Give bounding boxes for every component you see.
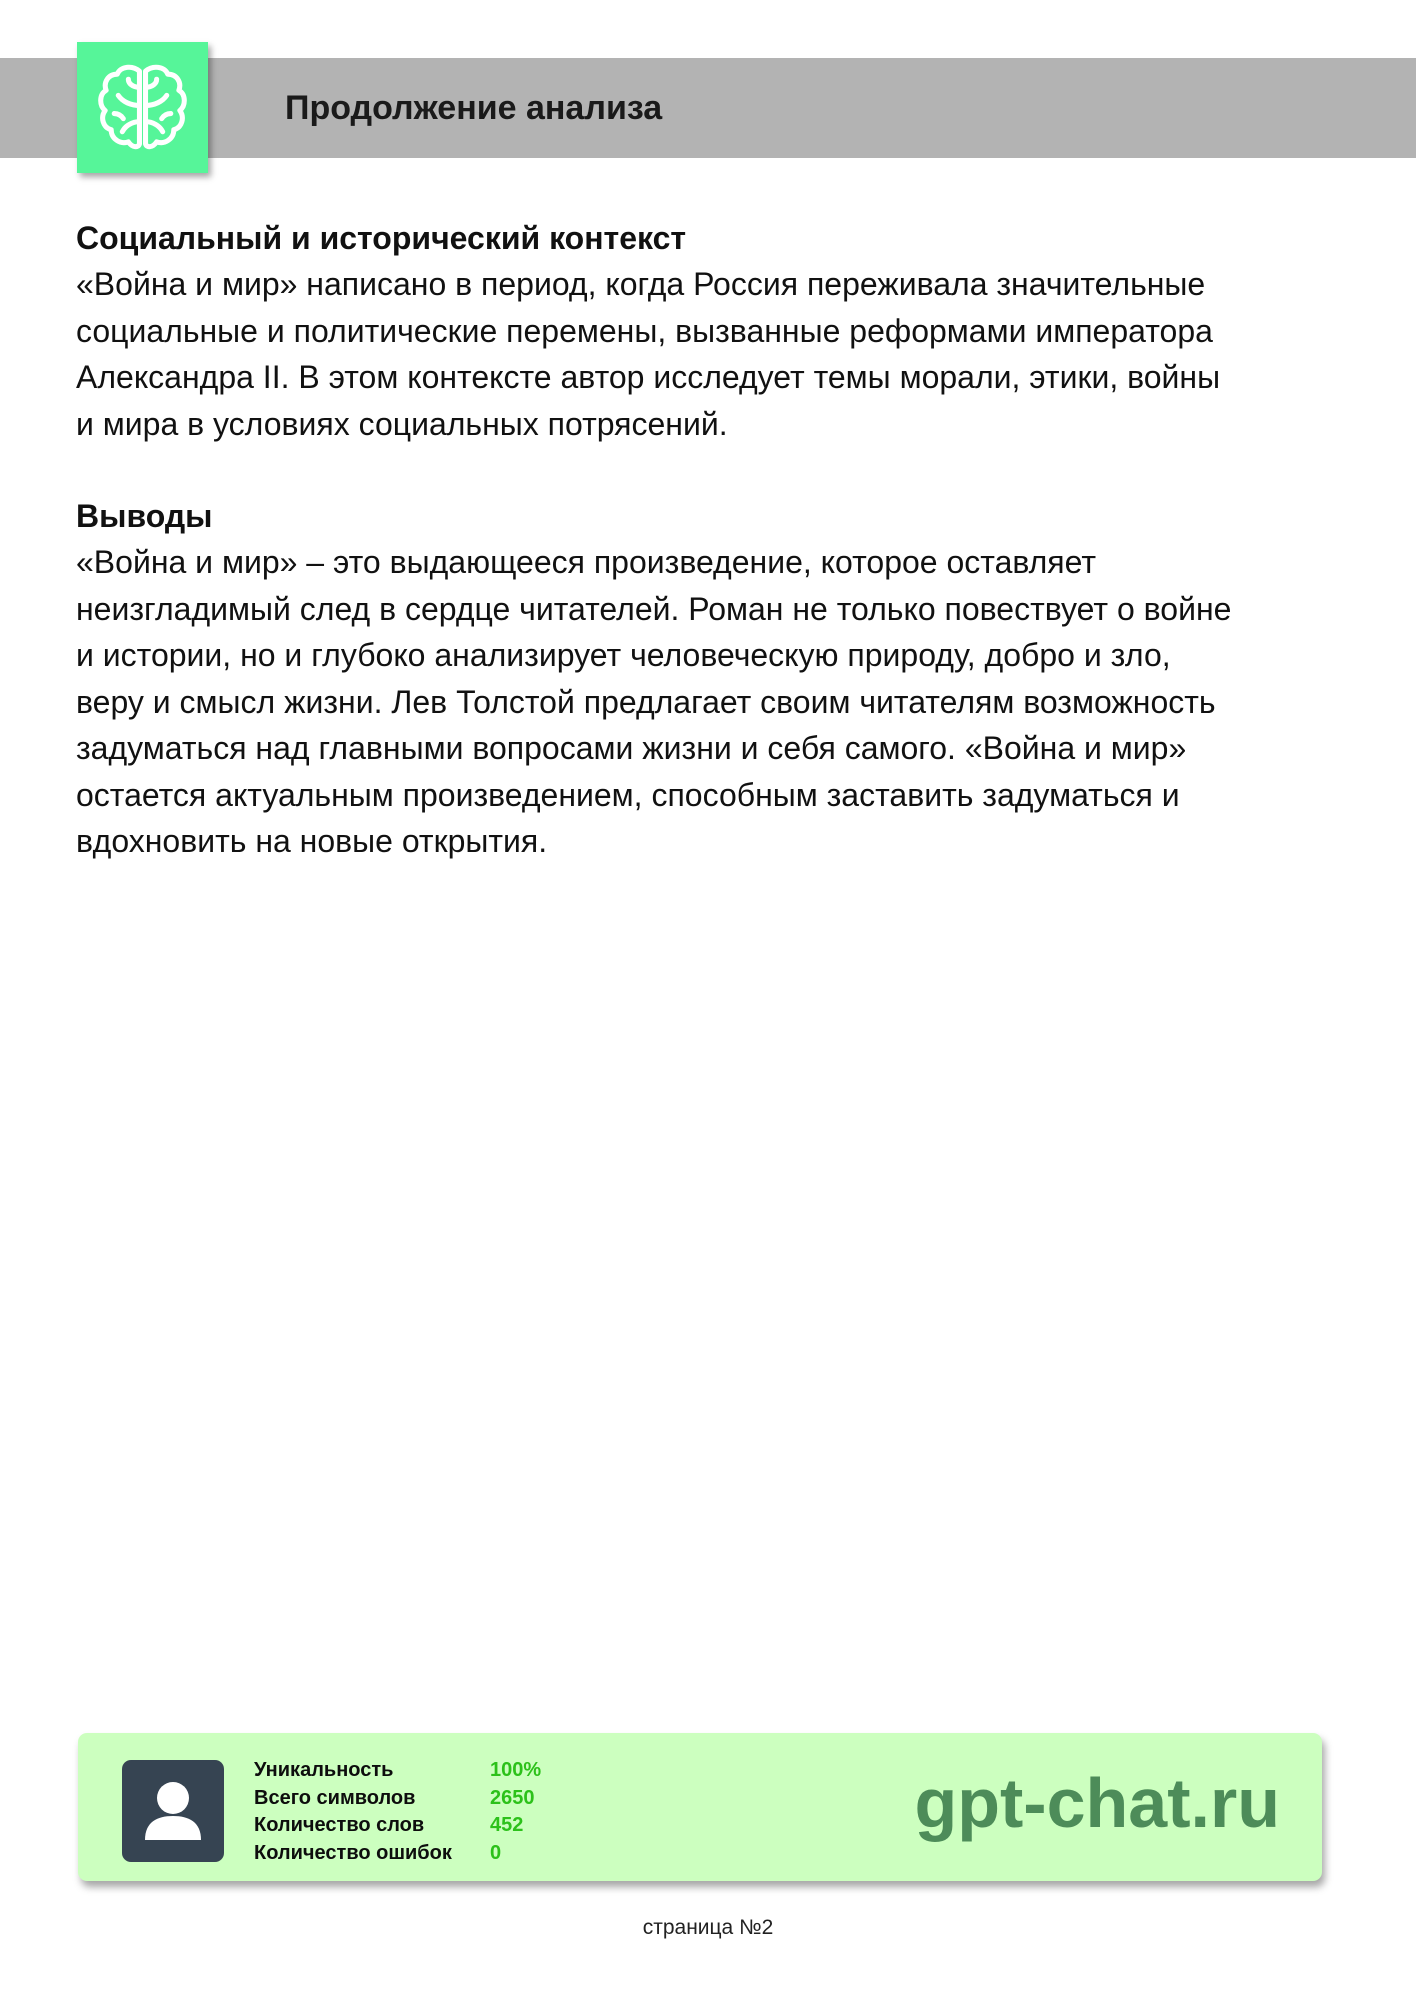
paragraph-line: задуматься над главными вопросами жизни и себя самого. «Война и мир» — [76, 730, 1187, 766]
stat-label: Количество ошибок — [254, 1841, 452, 1864]
paragraph-line: веру и смысл жизни. Лев Толстой предлагает своим читателям возможность — [76, 683, 1216, 720]
stat-value: 2650 — [490, 1786, 535, 1809]
section-spacer — [76, 447, 1356, 493]
stat-value: 0 — [490, 1841, 502, 1864]
stat-label: Количество слов — [254, 1814, 425, 1836]
stat-label: Уникальность — [254, 1759, 394, 1781]
paragraph-line: социальные и политические перемены, вызванные реформами императора — [76, 312, 1213, 349]
section-conclusions — [76, 493, 1356, 865]
section-heading: Социальный и исторический контекст — [76, 220, 687, 256]
paragraph-line: и мира в условиях социальных потрясений. — [76, 405, 728, 442]
stat-label: Всего символов — [254, 1786, 416, 1809]
stats-table — [254, 1757, 541, 1867]
brand-name: gpt-chat.ru — [914, 1764, 1280, 1842]
paragraph-line: Александра II. В этом контексте автор исследует темы морали, этики, войны — [76, 359, 1221, 395]
stat-row-uniqueness — [254, 1757, 541, 1785]
stat-value: 452 — [490, 1814, 524, 1836]
user-icon — [122, 1760, 224, 1862]
stat-row-words — [254, 1812, 541, 1840]
stat-row-errors — [254, 1840, 541, 1868]
page-title: Продолжение анализа — [285, 89, 663, 127]
section-heading: Выводы — [76, 498, 213, 534]
stat-value: 100% — [490, 1759, 542, 1781]
section-context — [76, 215, 1356, 447]
main-content — [76, 215, 1356, 865]
header-band — [0, 58, 1416, 158]
paragraph-line: остается актуальным произведением, способным заставить задуматься и — [76, 776, 1180, 813]
avatar — [122, 1760, 224, 1862]
page-number: страница №2 — [642, 1916, 774, 1939]
brain-icon — [92, 57, 193, 158]
logo — [77, 42, 208, 173]
paragraph-line: неизгладимый след в сердце читателей. Роман не только повествует о войне — [76, 590, 1232, 627]
paragraph-line: и истории, но и глубоко анализирует человеческую природу, добро и зло, — [76, 637, 1171, 673]
stat-row-characters — [254, 1785, 541, 1813]
stats-card — [78, 1733, 1322, 1881]
paragraph-line: вдохновить на новые открытия. — [76, 823, 548, 859]
paragraph-line: «Война и мир» – это выдающееся произведение, которое оставляет — [76, 544, 1097, 580]
paragraph-line: «Война и мир» написано в период, когда Россия переживала значительные — [76, 266, 1206, 302]
